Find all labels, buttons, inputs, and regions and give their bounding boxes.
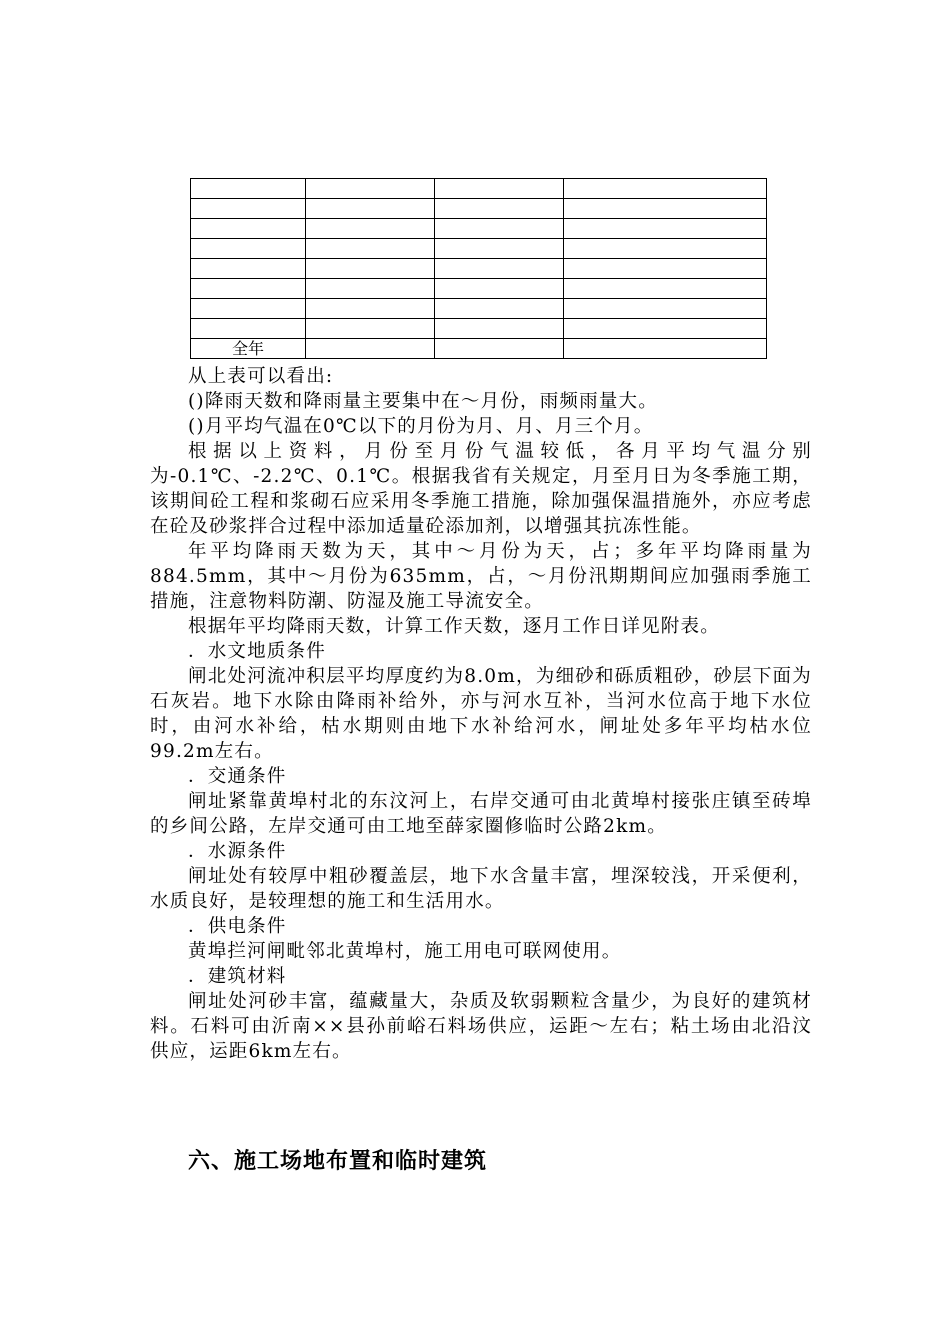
table-cell	[306, 219, 435, 239]
body-text	[150, 364, 812, 1064]
subsection-title: ．供电条件	[188, 916, 287, 937]
climate-table	[190, 178, 767, 359]
table-row	[191, 319, 767, 339]
table-cell	[435, 279, 564, 299]
table-cell	[306, 199, 435, 219]
paragraph: 闸北处河流冲积层平均厚度约为8.0m，为细砂和砾质粗砂，砂层下面为石灰岩。地下水除由降雨补给外，亦与河水互补，当河水位高于地下水位时，由河水补给，枯水期则由地下水补给河水，闸址处多年平均枯水位99.2m左右。	[150, 666, 812, 762]
table-cell	[564, 259, 767, 279]
table-cell	[564, 239, 767, 259]
subsection-title: ．水文地质条件	[188, 641, 326, 662]
table-cell	[191, 179, 306, 199]
table-cell	[564, 179, 767, 199]
table-cell	[435, 199, 564, 219]
table-cell	[191, 299, 306, 319]
table-cell	[191, 219, 306, 239]
table-cell	[191, 279, 306, 299]
table-cell	[306, 179, 435, 199]
table-row	[191, 259, 767, 279]
table-row-total	[191, 339, 767, 359]
table-cell	[564, 199, 767, 219]
table-row	[191, 279, 767, 299]
table-row	[191, 179, 767, 199]
paragraph: 闸址处有较厚中粗砂覆盖层，地下水含量丰富，埋深较浅，开采便利，水质良好，是较理想的施工和生活用水。	[150, 866, 812, 912]
paragraph: 从上表可以看出:	[188, 366, 334, 387]
table-cell	[191, 319, 306, 339]
table-cell	[435, 179, 564, 199]
table-cell	[306, 299, 435, 319]
table-cell	[435, 259, 564, 279]
paragraph: ()月平均气温在0℃以下的月份为月、月、月三个月。	[188, 416, 654, 437]
table-cell	[191, 199, 306, 219]
table-cell	[564, 279, 767, 299]
subsection-title: ．建筑材料	[188, 966, 287, 987]
table-cell	[435, 239, 564, 259]
paragraph: 闸址处河砂丰富，蕴藏量大，杂质及软弱颗粒含量少，为良好的建筑材料。石料可由沂南××县孙前峪石料场供应，运距～左右；粘土场由北沿汶供应，运距6km左右。	[150, 991, 812, 1062]
table-cell	[564, 299, 767, 319]
table-cell	[306, 259, 435, 279]
table-cell	[306, 319, 435, 339]
paragraph: 黄埠拦河闸毗邻北黄埠村，施工用电可联网使用。	[188, 941, 622, 962]
table-cell	[564, 319, 767, 339]
table-cell	[564, 219, 767, 239]
table-row	[191, 199, 767, 219]
table-row	[191, 219, 767, 239]
paragraph: 根据年平均降雨天数，计算工作天数，逐月工作日详见附表。	[188, 616, 720, 637]
table-cell	[435, 299, 564, 319]
table-row	[191, 299, 767, 319]
paragraph: 闸址紧靠黄埠村北的东汶河上，右岸交通可由北黄埠村接张庄镇至砖埠的乡间公路，左岸交通可由工地至薛家圈修临时公路2km。	[150, 791, 812, 837]
table-cell	[306, 339, 435, 359]
paragraph: 根据以上资料，月份至月份气温较低，各月平均气温分别为-0.1℃、-2.2℃、0.1℃。根据我省有关规定，月至月日为冬季施工期，该期间砼工程和浆砌石应采用冬季施工措施，除加强保温措施外，亦应考虑在砼及砂浆拌合过程中添加适量砼添加剂，以增强其抗冻性能。	[150, 441, 812, 537]
table-cell	[191, 259, 306, 279]
paragraph: 年平均降雨天数为天，其中～月份为天，占；多年平均降雨量为884.5mm，其中～月份为635mm，占，～月份汛期期间应加强雨季施工措施，注意物料防潮、防湿及施工导流安全。	[150, 541, 812, 612]
subsection-title: ．水源条件	[188, 841, 287, 862]
total-label-cell: 全年	[191, 339, 306, 359]
section-heading: 六、施工场地布置和临时建筑	[188, 1149, 488, 1174]
table-row	[191, 239, 767, 259]
table-cell	[435, 219, 564, 239]
table-cell	[435, 339, 564, 359]
table-cell	[306, 279, 435, 299]
paragraph: ()降雨天数和降雨量主要集中在～月份，雨频雨量大。	[188, 391, 658, 412]
table-cell	[191, 239, 306, 259]
table-cell	[306, 239, 435, 259]
subsection-title: ．交通条件	[188, 766, 287, 787]
table-cell	[435, 319, 564, 339]
table-cell	[564, 339, 767, 359]
